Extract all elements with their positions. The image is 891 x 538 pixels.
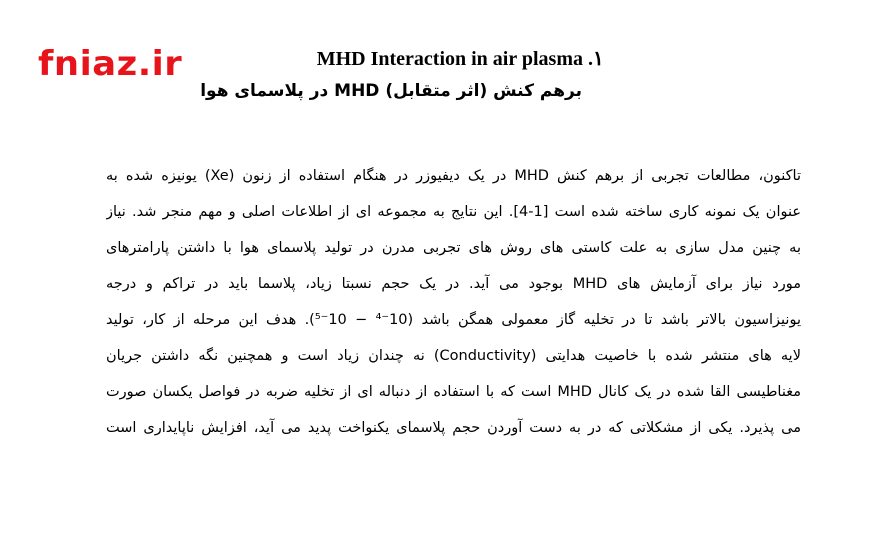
- paragraph-line: تاکنون، مطالعات تجربی از برهم کنش MHD در یک دیفیوزر در هنگام استفاده از زنون (Xe) یونیزه شده به: [106, 168, 801, 184]
- paragraph-line: لایه های منتشر شده با خاصیت هدایتی (Conductivity) نه چندان زیاد است و همچنین نگه داشتن جریان: [106, 348, 801, 364]
- body-paragraph: [106, 158, 801, 446]
- paragraph-line: می پذیرد. یکی از مشکلاتی که در به دست آوردن حجم پلاسمای یکنواخت پدید می آید، افزایش ناپایداری است: [106, 420, 801, 436]
- paragraph-line: مورد نیاز برای آزمایش های MHD بوجود می آید. در یک حجم نسبتا زیاد، پلاسما باید در تراکم و درجه: [106, 276, 801, 292]
- section-title-persian: برهم کنش (اثر متقابل) MHD در پلاسمای هوا: [200, 81, 582, 101]
- site-logo: fniaz.ir: [38, 44, 183, 84]
- section-title-english: MHD Interaction in air plasma: [316, 48, 583, 70]
- paragraph-line: عنوان یک نمونه کاری ساخته شده است [1-4]. این نتایج به مجموعه ای از اطلاعات اصلی و مهم منجر شد. نیاز: [106, 204, 801, 220]
- paragraph-line: به چنین مدل سازی به علت کاستی های روش های تجربی مدرن در تولید پلاسمای هوا با داشتن پارامترهای: [106, 240, 801, 256]
- paragraph-line: مغناطیسی القا شده در یک کانال MHD است که با استفاده از دنباله ای از تخلیه ضربه در فواصل یکسان صورت: [106, 384, 801, 400]
- paragraph-line: یونیزاسیون بالاتر باشد تا در تخلیه گاز معمولی همگن باشد (10⁻⁴ − 10⁻⁵). هدف این مرحله از کار، تولید: [106, 312, 801, 328]
- section-number: .۱: [588, 48, 604, 70]
